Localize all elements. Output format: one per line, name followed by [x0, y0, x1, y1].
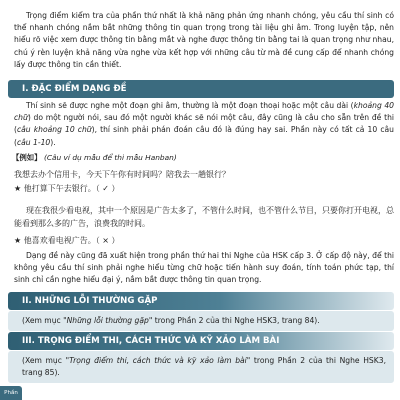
intro-paragraph: Trọng điểm kiểm tra của phần thứ nhất là khả năng phản ứng nhanh chóng, yêu cầu thí sinh có thể nhanh chóng nắm bắt những thông tin quan trọng trong tài liệu ghi âm. Trong luyện tập, nên hiểu rõ việc xem được thông tin bằng mắt và nghe được thông tin bằng tai là quan trọng như nhau, chú ý rèn luyện khả năng vừa nghe vừa kết hợp với những câu từ mà đề cung cấp để nhanh chóng lấy được thông tin cần thiết.: [14, 11, 394, 69]
features-paragraph: [14, 100, 394, 149]
features-note: câu khoảng 10 chữ: [16, 125, 92, 135]
part-tag: Phần: [0, 386, 22, 400]
reference-text: (Xem mục ": [22, 316, 67, 325]
example-note: (Câu ví dụ mẫu để thi mẫu Hanban): [43, 153, 177, 162]
features-text: Thí sinh sẽ được nghe một đoạn ghi âm, thường là một đoạn thoại hoặc một câu dài (: [26, 101, 354, 110]
example-question-1: 我想去办个信用卡，今天下午你有时间吗？陪我去一趟银行？: [14, 170, 230, 179]
reference-italic: Những lỗi thường gặp: [66, 316, 149, 325]
key-points-reference: [8, 351, 394, 383]
example-question-2: 现在我很少看电视，其中一个原因是广告太多了，不管什么时间，也不管什么节目，只要你打开电视，总能看到那么多的广告，浪费我的时间。: [14, 206, 394, 228]
features-text: ), thí sinh phải phán đoán câu đó là đúng hay sai. Phần này có tất cả 10 câu (: [14, 125, 394, 147]
reference-text: (Xem mục ": [22, 356, 70, 365]
reference-text: " trong Phần 2 của thi Nghe HSK3, trang 84).: [148, 316, 320, 325]
section-header-key-points: III. TRỌNG ĐIỂM THI, CÁCH THỨC VÀ KỸ XẢO LÀM BÀI: [8, 332, 394, 350]
features-note: khoảng 40 chữ: [14, 101, 394, 123]
features-text: ) do một người nói, sau đó một người khác sẽ nói một câu, đây cũng là câu cho sẵn trên đề thi (: [14, 113, 394, 135]
section-header-features: I. ĐẶC ĐIỂM DẠNG ĐỀ: [8, 80, 394, 98]
reference-text: " trong Phần 2 của thi Nghe HSK3, trang 85).: [22, 356, 386, 378]
example-label: 【例如】: [12, 153, 42, 162]
section-header-common-errors: II. NHỮNG LỖI THƯỜNG GẶP: [8, 292, 394, 310]
example-statement-1: ★ 他打算下午去银行。（ ✓ ）: [14, 184, 120, 193]
common-errors-reference: [8, 311, 394, 331]
reference-italic: Trọng điểm thi, cách thức và kỹ xảo làm bài: [69, 356, 247, 365]
features-note: câu 1-10: [16, 137, 51, 147]
features-text: ).: [50, 137, 56, 147]
example-heading: [12, 152, 177, 164]
example-statement-2: ★ 他喜欢看电视广告。（ × ）: [14, 236, 120, 245]
closing-paragraph: Dạng đề này cũng đã xuất hiện trong phần thứ hai thi Nghe của HSK cấp 3. Ở cấp độ này, để thi không yêu cầu thí sinh phải nghe hiểu từng chữ hoặc tiến hành suy đoán, tính toán phức tạp, thí sinh chỉ cần nghe hiểu đại ý, nắm bắt được thông tin quan trọng.: [14, 251, 394, 285]
